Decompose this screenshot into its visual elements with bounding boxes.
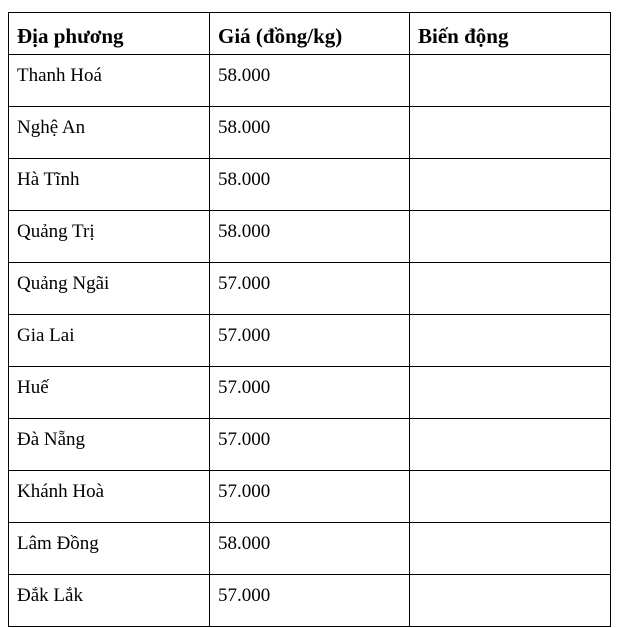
header-change: Biến động (410, 13, 611, 55)
table-row (9, 159, 611, 211)
cell-change (410, 159, 611, 211)
table-body (9, 55, 611, 627)
price-table (8, 12, 611, 627)
cell-region: Khánh Hoà (9, 471, 210, 523)
cell-change (410, 471, 611, 523)
cell-change (410, 263, 611, 315)
cell-price: 58.000 (210, 107, 410, 159)
cell-price: 57.000 (210, 471, 410, 523)
cell-change (410, 419, 611, 471)
header-region: Địa phương (9, 13, 210, 55)
cell-price: 57.000 (210, 367, 410, 419)
cell-price: 58.000 (210, 211, 410, 263)
table-row (9, 471, 611, 523)
cell-region: Nghệ An (9, 107, 210, 159)
table-row (9, 523, 611, 575)
cell-change (410, 107, 611, 159)
cell-region: Quảng Ngãi (9, 263, 210, 315)
table-row (9, 211, 611, 263)
cell-price: 57.000 (210, 419, 410, 471)
cell-region: Đắk Lắk (9, 575, 210, 627)
table-row (9, 419, 611, 471)
cell-price: 58.000 (210, 523, 410, 575)
cell-region: Quảng Trị (9, 211, 210, 263)
table-row (9, 315, 611, 367)
cell-region: Đà Nẵng (9, 419, 210, 471)
table-row (9, 55, 611, 107)
header-row (9, 13, 611, 55)
cell-region: Lâm Đồng (9, 523, 210, 575)
cell-change (410, 55, 611, 107)
cell-change (410, 211, 611, 263)
cell-region: Hà Tĩnh (9, 159, 210, 211)
cell-price: 57.000 (210, 263, 410, 315)
table-header (9, 13, 611, 55)
cell-price: 58.000 (210, 55, 410, 107)
cell-change (410, 523, 611, 575)
cell-region: Thanh Hoá (9, 55, 210, 107)
cell-change (410, 315, 611, 367)
cell-change (410, 575, 611, 627)
table-row (9, 575, 611, 627)
cell-price: 58.000 (210, 159, 410, 211)
table-row (9, 367, 611, 419)
cell-region: Huế (9, 367, 210, 419)
table-row (9, 107, 611, 159)
cell-change (410, 367, 611, 419)
cell-price: 57.000 (210, 315, 410, 367)
cell-region: Gia Lai (9, 315, 210, 367)
header-price: Giá (đồng/kg) (210, 13, 410, 55)
table-row (9, 263, 611, 315)
cell-price: 57.000 (210, 575, 410, 627)
